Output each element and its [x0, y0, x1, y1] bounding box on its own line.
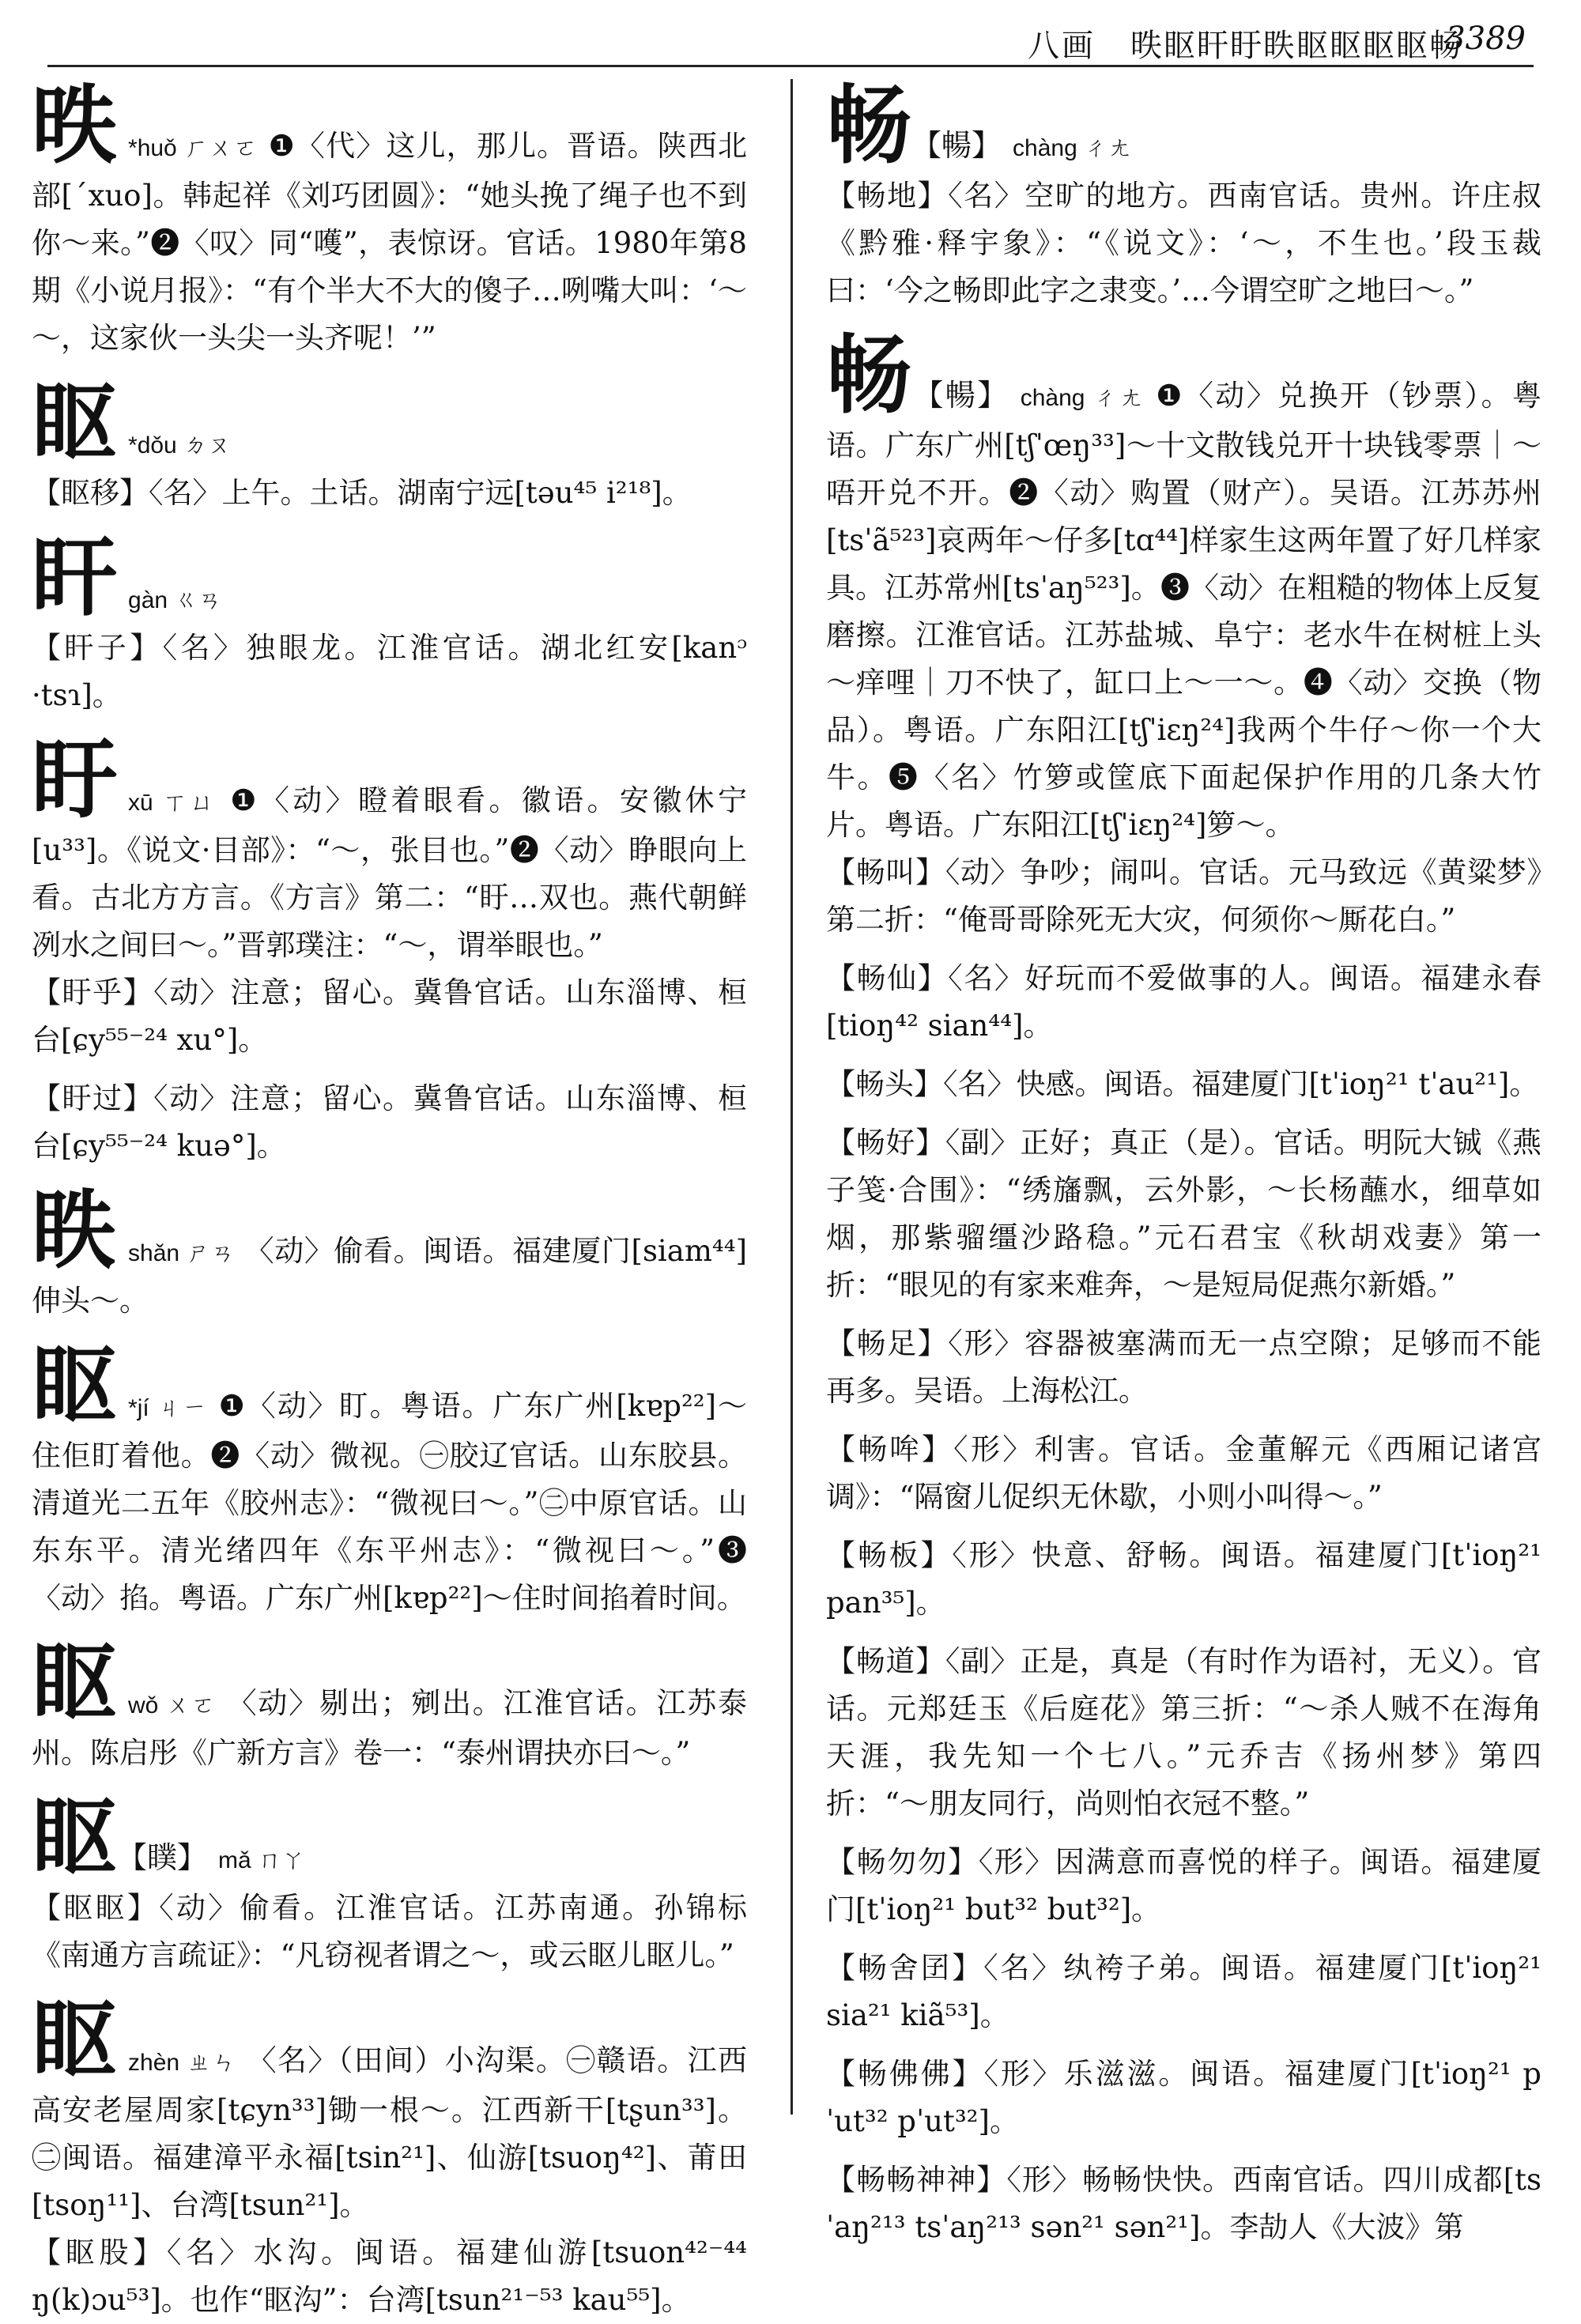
definition-text: 〈名〉（田间）小沟渠。㊀赣语。江西高安老屋周家[tɕyn³³]锄一根～。江西新干[tʂun³³]。㊁闽语。福建漳平永福[tsin²¹]、仙游[tsuoŋ⁴²]、莆田[tsoŋ¹¹]、台湾[tsun²¹]。 [32, 2043, 748, 2222]
dictionary-entry [32, 1181, 748, 1325]
sub-entry: 【畅畅神神】〈形〉畅畅快快。西南官话。四川成都[tsˈaŋ²¹³ tsˈaŋ²¹³ sən²¹ sən²¹]。李劼人《大波》第 [826, 2163, 1541, 2244]
left-column [32, 76, 748, 2317]
pronunciation: mǎ ㄇㄚ [218, 1847, 306, 1873]
entry-headline [32, 1181, 748, 1325]
entry-headline [32, 1788, 747, 1888]
pronunciation: *huǒ ㄏㄨㄛ [128, 135, 258, 161]
pronunciation: wǒ ㄨㄛ [128, 1692, 217, 1718]
traditional-form: 【暢】 [911, 128, 1002, 163]
traditional-form: 【瞨】 [117, 1840, 208, 1875]
entry-headline [32, 730, 748, 969]
sub-entry: 【畅舍囝】〈名〉纨袴子弟。闽语。福建厦门[tˈioŋ²¹ sia²¹ kiã⁵³]。 [826, 1951, 1541, 2032]
pronunciation: *jí ㄐㄧ [128, 1395, 208, 1421]
entry-headline [32, 1633, 748, 1777]
definition-text: ❶〈动〉瞪着眼看。徽语。安徽休宁[u³³]。《说文·目部》：“～，张目也。”❷〈动〉睁眼向上看。古北方方言。《方言》第二：“盱…双也。燕代朝鲜冽水之间曰～。”晋郭璞注：“～，谓举眼也。” [32, 783, 748, 962]
dictionary-entry [32, 528, 747, 719]
sub-entry: 【盱过】〈动〉注意；留心。冀鲁官话。山东淄博、桓台[ɕy⁵⁵⁻²⁴ kuə°]。 [32, 1081, 747, 1163]
dictionary-entry [32, 373, 747, 517]
entry-headline [32, 528, 747, 628]
headword: 畅 [826, 326, 912, 425]
sub-entry: 【畅足】〈形〉容器被塞满而无一点空隙；足够而不能再多。吴语。上海松江。 [826, 1326, 1541, 1408]
sub-entry: 【畅勿勿】〈形〉因满意而喜悦的样子。闽语。福建厦门[tˈioŋ²¹ but³² but³²]。 [826, 1845, 1541, 1926]
pronunciation: shǎn ㄕㄢ [128, 1240, 236, 1266]
page-header [47, 16, 1534, 67]
dictionary-entry [826, 76, 1541, 315]
headword: 眍 [32, 1336, 118, 1436]
definition-text: 〈动〉剔出；剜出。江淮官话。江苏泰州。陈启彤《广新方言》卷一：“泰州谓抉亦曰～。” [32, 1686, 748, 1770]
definition-text: ❶〈动〉盯。粤语。广东广州[kɐp²²]～住佢盯着他。❷〈动〉微视。㊀胶辽官话。山东胶县。清道光二五年《胶州志》：“微视曰～。”㊁中原官话。山东东平。清光绪四年《东平州志》：“微视曰～。”❸〈动〉掐。粤语。广东广州[kɐp²²]～住时间掐着时间。 [32, 1389, 748, 1615]
entry-headline [32, 1336, 748, 1622]
sub-entry: 【盰子】〈名〉独眼龙。江淮官话。湖北红安[kanᵓ ·tsɿ]。 [32, 631, 747, 712]
sub-entry: 【畅叫】〈动〉争吵；闹叫。官话。元马致远《黄粱梦》第二折：“俺哥哥除死无大灾，何须你～厮花白。” [826, 855, 1541, 937]
header-characters: 昳眍盰盱眣眍眍眍眍畅 [1130, 28, 1462, 64]
pronunciation: chàng ㄔㄤ [1013, 135, 1132, 161]
pronunciation: *dǒu ㄉㄡ [128, 432, 232, 458]
headword: 眍 [32, 1990, 118, 2090]
sub-entry: 【畅仙】〈名〉好玩而不爱做事的人。闽语。福建永春[tioŋ⁴² sian⁴⁴]。 [826, 961, 1541, 1043]
dictionary-entry [32, 730, 748, 1170]
page-number: 3389 [1445, 21, 1526, 57]
pronunciation: chàng ㄔㄤ [1020, 385, 1145, 411]
sub-entry: 【畅好】〈副〉正好；真正（是）。官话。明阮大铖《燕子笺·合围》：“绣旛飘，云外影，～长杨蘸水，细草如烟，那紫骝缰沙路稳。”元石君宝《秋胡戏妻》第一折：“眼见的有家来难奔，～是短局促燕尔新婚。” [826, 1126, 1541, 1302]
definition-text: ❶〈代〉这儿，那儿。晋语。陕西北部[ˊxuo]。韩起祥《刘巧团圆》：“她头挽了绳子也不到你～来。”❷〈叹〉同“嚄”，表惊讶。官话。1980年第8期《小说月报》：“有个半大不大的傻子…咧嘴大叫：‘～～，这家伙一头尖一头齐呢！’” [32, 129, 748, 355]
pronunciation: gàn ㄍㄢ [128, 587, 222, 613]
entry-headline [32, 76, 748, 362]
sub-entry: 【畅佛佛】〈形〉乐滋滋。闽语。福建厦门[tˈioŋ²¹ pˈut³² pˈut³²]。 [826, 2057, 1541, 2138]
sub-entry: 【畅地】〈名〉空旷的地方。西南官话。贵州。许庄叔《黔雅·释宇象》：“《说文》：‘～，不生也。’段玉裁曰：‘今之畅即此字之隶变。’…今谓空旷之地曰～。” [826, 179, 1541, 307]
sub-entry: 【畅板】〈形〉快意、舒畅。闽语。福建厦门[tˈioŋ²¹ pan³⁵]。 [826, 1538, 1541, 1620]
sub-entry: 【眍股】〈名〉水沟。闽语。福建仙游[tsuon⁴²⁻⁴⁴ ŋ(k)ɔu⁵³]。也作“眍沟”：台湾[tsun²¹⁻⁵³ kau⁵⁵]。 [32, 2235, 747, 2317]
headword: 眍 [32, 1788, 118, 1888]
sub-entry: 【畅道】〈副〉正是，真是（有时作为语衬，无义）。官话。元郑廷玉《后庭花》第三折：“～杀人贼不在海角天涯，我先知一个七八。”元乔吉《扬州梦》第四折：“～朋友同行，尚则怕衣冠不整。” [826, 1644, 1541, 1820]
entry-headline [826, 76, 1541, 175]
definition-text: 〈动〉偷看。闽语。福建厦门[siam⁴⁴]伸头～。 [32, 1234, 748, 1318]
sub-entry: 【畅哞】〈形〉利害。官话。金董解元《西厢记诸宫调》：“隔窗儿促织无休歇，小则小叫得～。” [826, 1432, 1541, 1514]
headword: 眍 [32, 1633, 118, 1733]
pronunciation: zhèn ㄓㄣ [128, 2050, 237, 2076]
sub-entry: 【眍眍】〈动〉偷看。江淮官话。江苏南通。孙锦标《南通方言疏证》：“凡窃视者谓之～，或云眍儿眍儿。” [32, 1891, 747, 1972]
headword: 盱 [32, 730, 118, 830]
headword: 眍 [32, 373, 118, 473]
header-section: 八画 [1028, 28, 1096, 64]
headword: 畅 [826, 76, 912, 175]
column-divider [790, 79, 793, 2115]
headword: 昳 [32, 76, 118, 175]
headword: 眣 [32, 1181, 118, 1281]
entry-headline [32, 1990, 748, 2229]
headword: 盰 [32, 528, 118, 628]
sub-entry: 【盱乎】〈动〉注意；留心。冀鲁官话。山东淄博、桓台[ɕy⁵⁵⁻²⁴ xu°]。 [32, 975, 747, 1057]
sub-entry: 【畅头】〈名〉快感。闽语。福建厦门[tˈioŋ²¹ tˈau²¹]。 [826, 1067, 1539, 1101]
dictionary-entry [826, 326, 1541, 2251]
entry-headline [32, 373, 747, 473]
dictionary-entry [32, 1990, 748, 2324]
traditional-form: 【暢】 [911, 378, 1009, 413]
dictionary-entry [32, 1633, 748, 1777]
definition-text: ❶〈动〉兑换开（钞票）。粤语。广东广州[tʃˈœŋ³³]～十文散钱兑开十块钱零票｜～唔开兑不开。❷〈动〉购置（财产）。吴语。江苏苏州[tsˈã⁵²³]哀两年～仔多[tɑ⁴⁴]样家生这两年置了好几样家具。江苏常州[tsˈaŋ⁵²³]。❸〈动〉在粗糙的物体上反复磨擦。江淮官话。江苏盐城、阜宁：老水牛在树桩上头～痒哩｜刀不快了，缸口上～一～。❹〈动〉交换（物品）。粤语。广东阳江[tʃˈiɛŋ²⁴]我两个牛仔～你一个大牛。❺〈名〉竹箩或筐底下面起保护作用的几条大竹片。粤语。广东阳江[tʃˈiɛŋ²⁴]箩～。 [826, 379, 1541, 842]
dictionary-entry [32, 76, 748, 362]
sub-entry: 【眍移】〈名〉上午。土话。湖南宁远[təu⁴⁵ i²¹⁸]。 [32, 476, 692, 510]
entry-headline [826, 326, 1541, 849]
pronunciation: xū ㄒㄩ [128, 790, 218, 816]
dictionary-entry [32, 1336, 748, 1622]
right-column [826, 76, 1541, 2244]
dictionary-entry [32, 1788, 747, 1979]
